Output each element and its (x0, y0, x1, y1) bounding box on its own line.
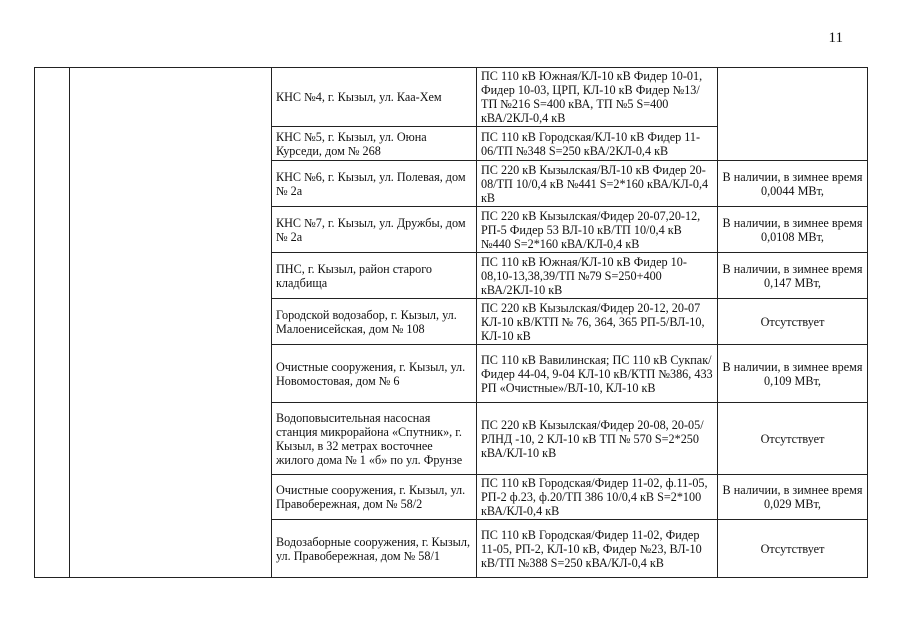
empty-column-1 (35, 68, 70, 578)
availability-cell: Отсутствует (718, 299, 868, 345)
availability-cell: В наличии, в зимнее время 0,029 МВт, (718, 475, 868, 520)
object-cell: КНС №4, г. Кызыл, ул. Каа-Хем (272, 68, 477, 127)
object-cell: Очистные сооружения, г. Кызыл, ул. Новомостовая, дом № 6 (272, 345, 477, 403)
substation-cell: ПС 220 кВ Кызылская/Фидер 20-07,20-12, РП-5 Фидер 53 ВЛ-10 кВ/ТП 10/0,4 кВ №440 S=2*160 кВА/КЛ-0,4 кВ (477, 207, 718, 253)
substation-cell: ПС 110 кВ Вавилинская; ПС 110 кВ Сукпак/Фидер 44-04, 9-04 КЛ-10 кВ/КТП №386, 433 РП «Очистные»/ВЛ-10, КЛ-10 кВ (477, 345, 718, 403)
object-cell: Очистные сооружения, г. Кызыл, ул. Правобережная, дом № 58/2 (272, 475, 477, 520)
availability-cell: В наличии, в зимнее время 0,0108 МВт, (718, 207, 868, 253)
object-cell: КНС №5, г. Кызыл, ул. Оюна Курседи, дом № 268 (272, 127, 477, 161)
table-row (35, 68, 868, 127)
substation-cell: ПС 110 кВ Южная/КЛ-10 кВ Фидер 10-01, Фидер 10-03, ЦРП, КЛ-10 кВ Фидер №13/ТП №216 S=400 кВА, ТП №5 S=400 кВА/2КЛ-0,4 кВ (477, 68, 718, 127)
availability-cell: В наличии, в зимнее время 0,0044 МВт, (718, 161, 868, 207)
object-cell: Городской водозабор, г. Кызыл, ул. Малоенисейская, дом № 108 (272, 299, 477, 345)
availability-cell: В наличии, в зимнее время 0,109 МВт, (718, 345, 868, 403)
substation-cell: ПС 110 кВ Городская/Фидер 11-02, ф.11-05, РП-2 ф.23, ф.20/ТП 386 10/0,4 кВ S=2*100 кВА/КЛ-0,4 кВ (477, 475, 718, 520)
availability-cell: Отсутствует (718, 403, 868, 475)
substation-cell: ПС 220 кВ Кызылская/ВЛ-10 кВ Фидер 20-08/ТП 10/0,4 кВ №441 S=2*160 кВА/КЛ-0,4 кВ (477, 161, 718, 207)
availability-cell: Отсутствует (718, 520, 868, 578)
substation-cell: ПС 220 кВ Кызылская/Фидер 20-12, 20-07 КЛ-10 кВ/КТП № 76, 364, 365 РП-5/ВЛ-10, КЛ-10 кВ (477, 299, 718, 345)
substation-cell: ПС 110 кВ Городская/Фидер 11-02, Фидер 11-05, РП-2, КЛ-10 кВ, Фидер №23, ВЛ-10 кВ/ТП №388 S=250 кВА/КЛ-0,4 кВ (477, 520, 718, 578)
object-cell: Водоповысительная насосная станция микрорайона «Спутник», г. Кызыл, в 32 метрах восточнее жилого дома № 1 «б» по ул. Фрунзе (272, 403, 477, 475)
empty-column-2 (70, 68, 272, 578)
availability-cell: В наличии, в зимнее время 0,147 МВт, (718, 253, 868, 299)
infrastructure-table (34, 67, 868, 578)
substation-cell: ПС 220 кВ Кызылская/Фидер 20-08, 20-05/РЛНД -10, 2 КЛ-10 кВ ТП № 570 S=2*250 кВА/КЛ-10 кВ (477, 403, 718, 475)
page-number: 11 (828, 30, 843, 46)
object-cell: КНС №7, г. Кызыл, ул. Дружбы, дом № 2а (272, 207, 477, 253)
object-cell: ПНС, г. Кызыл, район старого кладбища (272, 253, 477, 299)
substation-cell: ПС 110 кВ Городская/КЛ-10 кВ Фидер 11-06/ТП №348 S=250 кВА/2КЛ-0,4 кВ (477, 127, 718, 161)
substation-cell: ПС 110 кВ Южная/КЛ-10 кВ Фидер 10-08,10-13,38,39/ТП №79 S=250+400 кВА/2КЛ-10 кВ (477, 253, 718, 299)
object-cell: Водозаборные сооружения, г. Кызыл, ул. Правобережная, дом № 58/1 (272, 520, 477, 578)
object-cell: КНС №6, г. Кызыл, ул. Полевая, дом № 2а (272, 161, 477, 207)
availability-cell (718, 68, 868, 161)
